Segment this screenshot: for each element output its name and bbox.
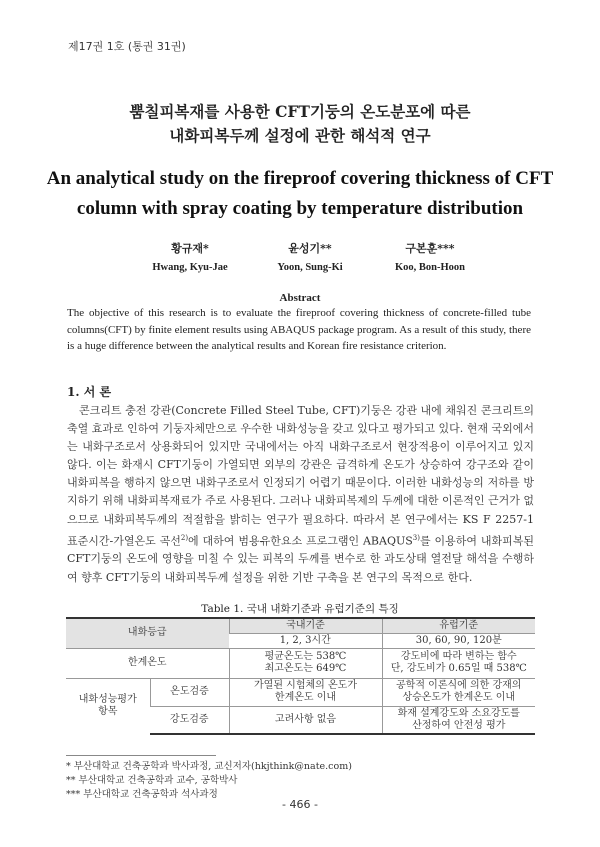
table-cell: 고려사항 없음 bbox=[229, 706, 382, 734]
author-3 bbox=[350, 240, 510, 273]
footnotes bbox=[66, 760, 352, 802]
introduction-paragraph bbox=[67, 402, 534, 587]
footnote-2: ** 부산대학교 건축공학과 교수, 공학박사 bbox=[66, 775, 238, 786]
table-cell: 가열된 시험체의 온도가 한계온도 이내 bbox=[229, 678, 382, 706]
introduction-body bbox=[67, 402, 534, 587]
reference-marker: 3) bbox=[412, 533, 420, 542]
paragraph-text-part-2: 에 대하여 범용유한요소 프로그램인 ABAQUS bbox=[188, 534, 413, 548]
table-cell: 30, 60, 90, 120분 bbox=[382, 633, 535, 648]
table-cell: 평균온도는 538℃ 최고온도는 649℃ bbox=[229, 648, 382, 678]
table-header-domestic: 국내기준 bbox=[229, 618, 382, 633]
author-name-korean: 윤성기** bbox=[288, 242, 332, 255]
table-cell: 강도비에 따라 변하는 함수 단, 강도비가 0.65일 때 538℃ bbox=[382, 648, 535, 678]
footnote-divider bbox=[66, 755, 216, 756]
table-caption: Table 1. 국내 내화기준과 유럽기준의 특징 bbox=[201, 603, 399, 615]
author-name-korean: 구본훈*** bbox=[405, 242, 455, 255]
author-name-english: Hwang, Kyu-Jae bbox=[152, 262, 228, 273]
table-header-europe: 유럽기준 bbox=[382, 618, 535, 633]
table-row-label: 강도검증 bbox=[150, 706, 229, 734]
fire-standard-table bbox=[66, 617, 535, 735]
table-row-group-label: 내화성능평가 항목 bbox=[66, 678, 150, 734]
paragraph-text-part-3: 를 이용하여 내화피복된 CFT기둥의 온도에 영향을 미칠 수 있는 피복의 두께를 변수로 한 과도상태 열전달 해석을 수행하여 향후 CFT기둥의 내화피복두께 설정을 위한 기반 구축을 본 연구의 목적으로 한다. bbox=[67, 534, 534, 584]
paragraph-text-part-1: 콘크리트 충전 강관(Concrete Filled Steel Tube, CFT)기둥은 강관 내에 채워진 콘크리트의 축열 효과로 인하여 기둥자체만으로 우수한 내화성능을 갖고 있다고 평가되고 있다. 현재 국외에서는 내화구조로서 상용화되어 있지만 국내에서는 아직 내화구조로서 현장적용이 이루어지고 있지 않다. 이는 화재시 CFT기둥이 가열되면 외부의 강관은 급격하게 온도가 상승하여 강구조와 같이 내화피복을 행하지 않으면 내화구조로서 인정되기 어렵기 때문이다. 이러한 내화성능의 저하를 방지하기 위해 내화피복재료가 주로 사용된다. 그러나 내화피복제의 두께에 대한 이론적인 근거가 없으므로 내화피복두께의 적절함을 밝히는 연구가 필요하다. 따라서 본 연구에서는 KS F 2257-1 표준시간-가열온도 곡선 bbox=[67, 404, 534, 548]
abstract-text: The objective of this research is to evaluate the fireproof covering thickness of concrete-filled tube columns(CFT) by finite element results using ABAQUS package program. As a result of this study, there is a huge difference between the analytical results and Korean fire resistance criterion. bbox=[67, 307, 531, 352]
table-cell: 화재 설계강도와 소요강도를 산정하여 안전성 평가 bbox=[382, 706, 535, 734]
table-cell: 공학적 이론식에 의한 강재의 상승온도가 한계온도 이내 bbox=[382, 678, 535, 706]
korean-title-line-1: 뿜칠피복재를 사용한 CFT기둥의 온도분포에 따른 bbox=[129, 102, 471, 121]
english-title: An analytical study on the fireproof covering thickness of CFT column with spray coating by temperature distribution bbox=[46, 168, 554, 219]
korean-title-line-2: 내화피복두께 설정에 관한 해석적 연구 bbox=[169, 126, 431, 145]
abstract-heading: Abstract bbox=[279, 292, 321, 304]
footnote-3: *** 부산대학교 건축공학과 석사과정 bbox=[66, 789, 218, 800]
table-header-grade: 내화등급 bbox=[66, 618, 229, 648]
author-name-english: Koo, Bon-Hoon bbox=[394, 262, 465, 273]
section-heading-introduction: 1. 서 론 bbox=[67, 385, 112, 399]
reference-marker: 2) bbox=[180, 533, 189, 542]
table-cell: 1, 2, 3시간 bbox=[229, 633, 382, 648]
author-name-korean: 황규재* bbox=[171, 242, 209, 255]
author-name-english: Yoon, Sung-Ki bbox=[277, 262, 343, 273]
running-head: 제17권 1호 (통권 31권) bbox=[68, 40, 186, 53]
table-row-label: 온도검증 bbox=[150, 678, 229, 706]
table-row-label: 한계온도 bbox=[66, 648, 229, 678]
footnote-1: * 부산대학교 건축공학과 박사과정, 교신저자(hkjthink@nate.com) bbox=[66, 761, 352, 772]
page-number: - 466 - bbox=[282, 798, 318, 811]
